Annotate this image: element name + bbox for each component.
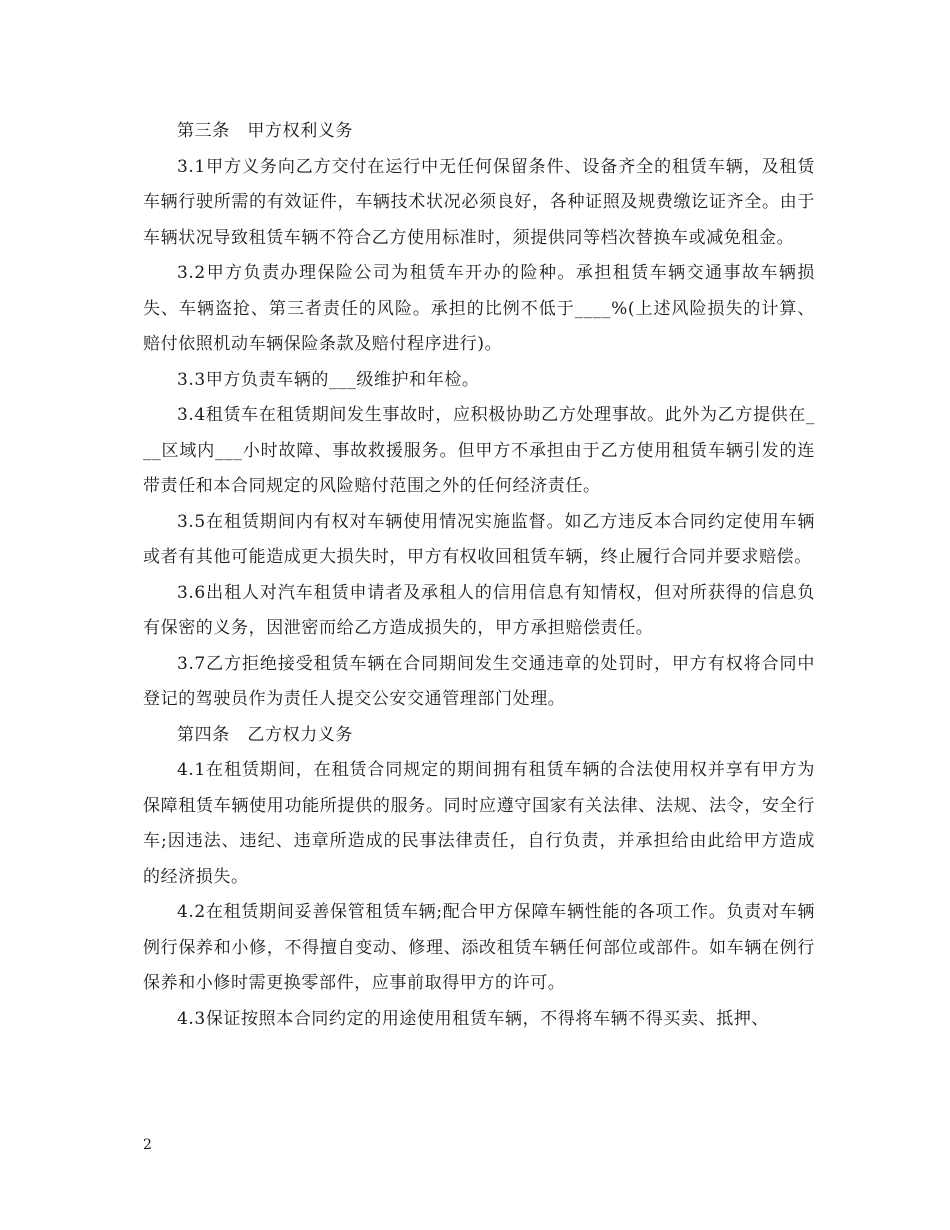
clause-3-1: 3.1甲方义务向乙方交付在运行中无任何保留条件、设备齐全的租赁车辆，及租赁车辆行驶所需的有效证件，车辆技术状况必须良好，各种证照及规费缴讫证齐全。由于车辆状况导致租赁车辆不符合乙方使用标准时，须提供同等档次替换车或减免租金。 [143,156,815,248]
clause-3-4: 3.4租赁车在租赁期间发生事故时，应积极协助乙方处理事故。此外为乙方提供在___区域内___小时故障、事故救援服务。但甲方不承担由于乙方使用租赁车辆引发的连带责任和本合同规定的风险赔付范围之外的任何经济责任。 [143,405,815,496]
section-heading-article-3: 第三条 甲方权利义务 [177,121,353,141]
clause-3-5: 3.5在租赁期间内有权对车辆使用情况实施监督。如乙方违反本合同约定使用车辆或者有其他可能造成更大损失时，甲方有权收回租赁车辆，终止履行合同并要求赔偿。 [143,511,815,567]
clause-3-7: 3.7乙方拒绝接受租赁车辆在合同期间发生交通违章的处罚时，甲方有权将合同中登记的驾驶员作为责任人提交公安交通管理部门处理。 [143,653,815,709]
document-body [143,114,815,1037]
clause-3-6: 3.6出租人对汽车租赁申请者及承租人的信用信息有知情权，但对所获得的信息负有保密的义务，因泄密而给乙方造成损失的，甲方承担赔偿责任。 [143,582,815,638]
clause-4-3: 4.3保证按照本合同约定的用途使用租赁车辆，不得将车辆不得买卖、抵押、 [177,1008,770,1029]
section-heading-article-4: 第四条 乙方权力义务 [177,724,353,745]
clause-3-3: 3.3甲方负责车辆的___级维护和年检。 [177,369,480,390]
page-number: 2 [143,1137,152,1153]
clause-3-2: 3.2甲方负责办理保险公司为租赁车开办的险种。承担租赁车辆交通事故车辆损失、车辆盗抢、第三者责任的风险。承担的比例不低于____%(上述风险损失的计算、赔付依照机动车辆保险条款及赔付程序进行)。 [143,263,815,354]
clause-4-1: 4.1在租赁期间，在租赁合同规定的期间拥有租赁车辆的合法使用权并享有甲方为保障租赁车辆使用功能所提供的服务。同时应遵守国家有关法律、法规、法令，安全行车;因违法、违纪、违章所造成的民事法律责任，自行负责，并承担给由此给甲方造成的经济损失。 [143,760,815,887]
clause-4-2: 4.2在租赁期间妥善保管租赁车辆;配合甲方保障车辆性能的各项工作。负责对车辆例行保养和小修，不得擅自变动、修理、添改租赁车辆任何部位或部件。如车辆在例行保养和小修时需更换零部件，应事前取得甲方的许可。 [143,902,815,993]
